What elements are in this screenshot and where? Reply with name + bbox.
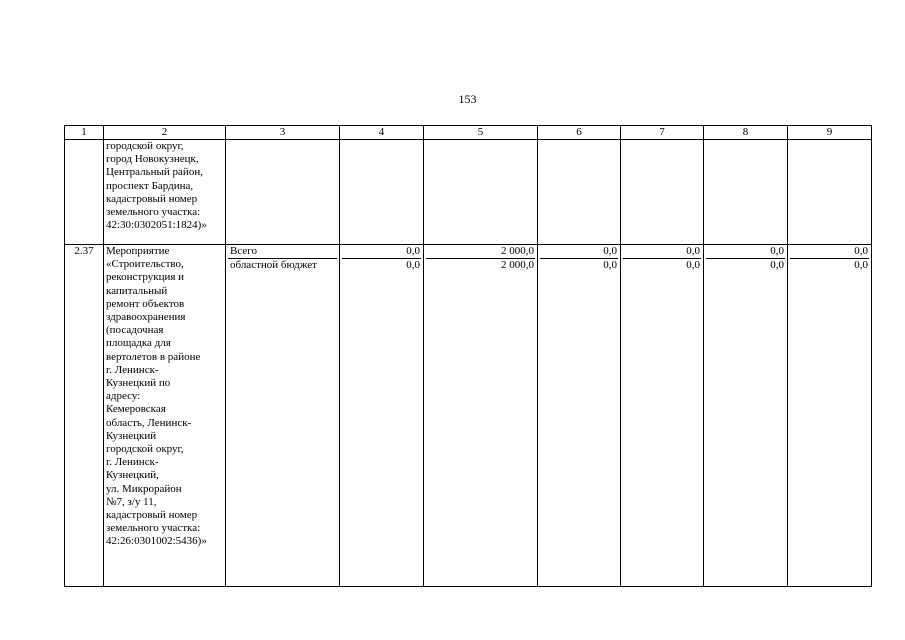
value-total: 0,0 bbox=[623, 245, 701, 259]
value-cell-col7 bbox=[621, 245, 704, 587]
row-description-cell: городской округ, город Новокузнецк, Центральный район, проспект Бардина, кадастровый номер земельного участка: 42:30:0302051:1824)» bbox=[104, 140, 226, 245]
empty-cell bbox=[226, 140, 340, 245]
funding-source-total: Всего bbox=[228, 245, 337, 259]
row-description-cell: Мероприятие «Строительство, реконструкция и капитальный ремонт объектов здравоохранения (посадочная площадка для вертолетов в районе г. Ленинск- Кузнецкий по адресу: Кемеровская область, Ленинск- Кузнецкий городской округ, г. Ленинск- Кузнецкий, ул. Микрорайон №7, з/у 11, кадастровый номер земельного участка: 42:26:0301002:5436)» bbox=[104, 245, 226, 587]
col-header-3: 3 bbox=[226, 126, 340, 140]
empty-cell bbox=[788, 140, 872, 245]
col-header-2: 2 bbox=[104, 126, 226, 140]
funding-source-cell bbox=[226, 245, 340, 587]
value-regional: 0,0 bbox=[854, 259, 868, 271]
col-header-6: 6 bbox=[538, 126, 621, 140]
header-row bbox=[65, 126, 872, 140]
value-total: 0,0 bbox=[342, 245, 421, 259]
empty-cell bbox=[424, 140, 538, 245]
budget-table bbox=[64, 125, 872, 587]
table-row bbox=[65, 245, 872, 587]
value-regional: 2 000,0 bbox=[501, 259, 534, 271]
value-cell-col4 bbox=[340, 245, 424, 587]
page-number: 153 bbox=[458, 92, 477, 106]
value-cell-col9 bbox=[788, 245, 872, 587]
row-id-cell bbox=[65, 140, 104, 245]
col-header-5: 5 bbox=[424, 126, 538, 140]
col-header-7: 7 bbox=[621, 126, 704, 140]
value-total: 0,0 bbox=[790, 245, 869, 259]
col-header-8: 8 bbox=[704, 126, 788, 140]
empty-cell bbox=[538, 140, 621, 245]
empty-cell bbox=[704, 140, 788, 245]
funding-source-regional: областной бюджет bbox=[230, 259, 317, 271]
table-row bbox=[65, 140, 872, 245]
value-cell-col5 bbox=[424, 245, 538, 587]
value-total: 2 000,0 bbox=[426, 245, 535, 259]
empty-cell bbox=[340, 140, 424, 245]
col-header-1: 1 bbox=[65, 126, 104, 140]
value-regional: 0,0 bbox=[406, 259, 420, 271]
value-regional: 0,0 bbox=[686, 259, 700, 271]
col-header-9: 9 bbox=[788, 126, 872, 140]
col-header-4: 4 bbox=[340, 126, 424, 140]
value-total: 0,0 bbox=[706, 245, 785, 259]
value-total: 0,0 bbox=[540, 245, 618, 259]
value-cell-col6 bbox=[538, 245, 621, 587]
row-id-cell: 2.37 bbox=[65, 245, 104, 587]
value-regional: 0,0 bbox=[770, 259, 784, 271]
value-cell-col8 bbox=[704, 245, 788, 587]
value-regional: 0,0 bbox=[603, 259, 617, 271]
empty-cell bbox=[621, 140, 704, 245]
